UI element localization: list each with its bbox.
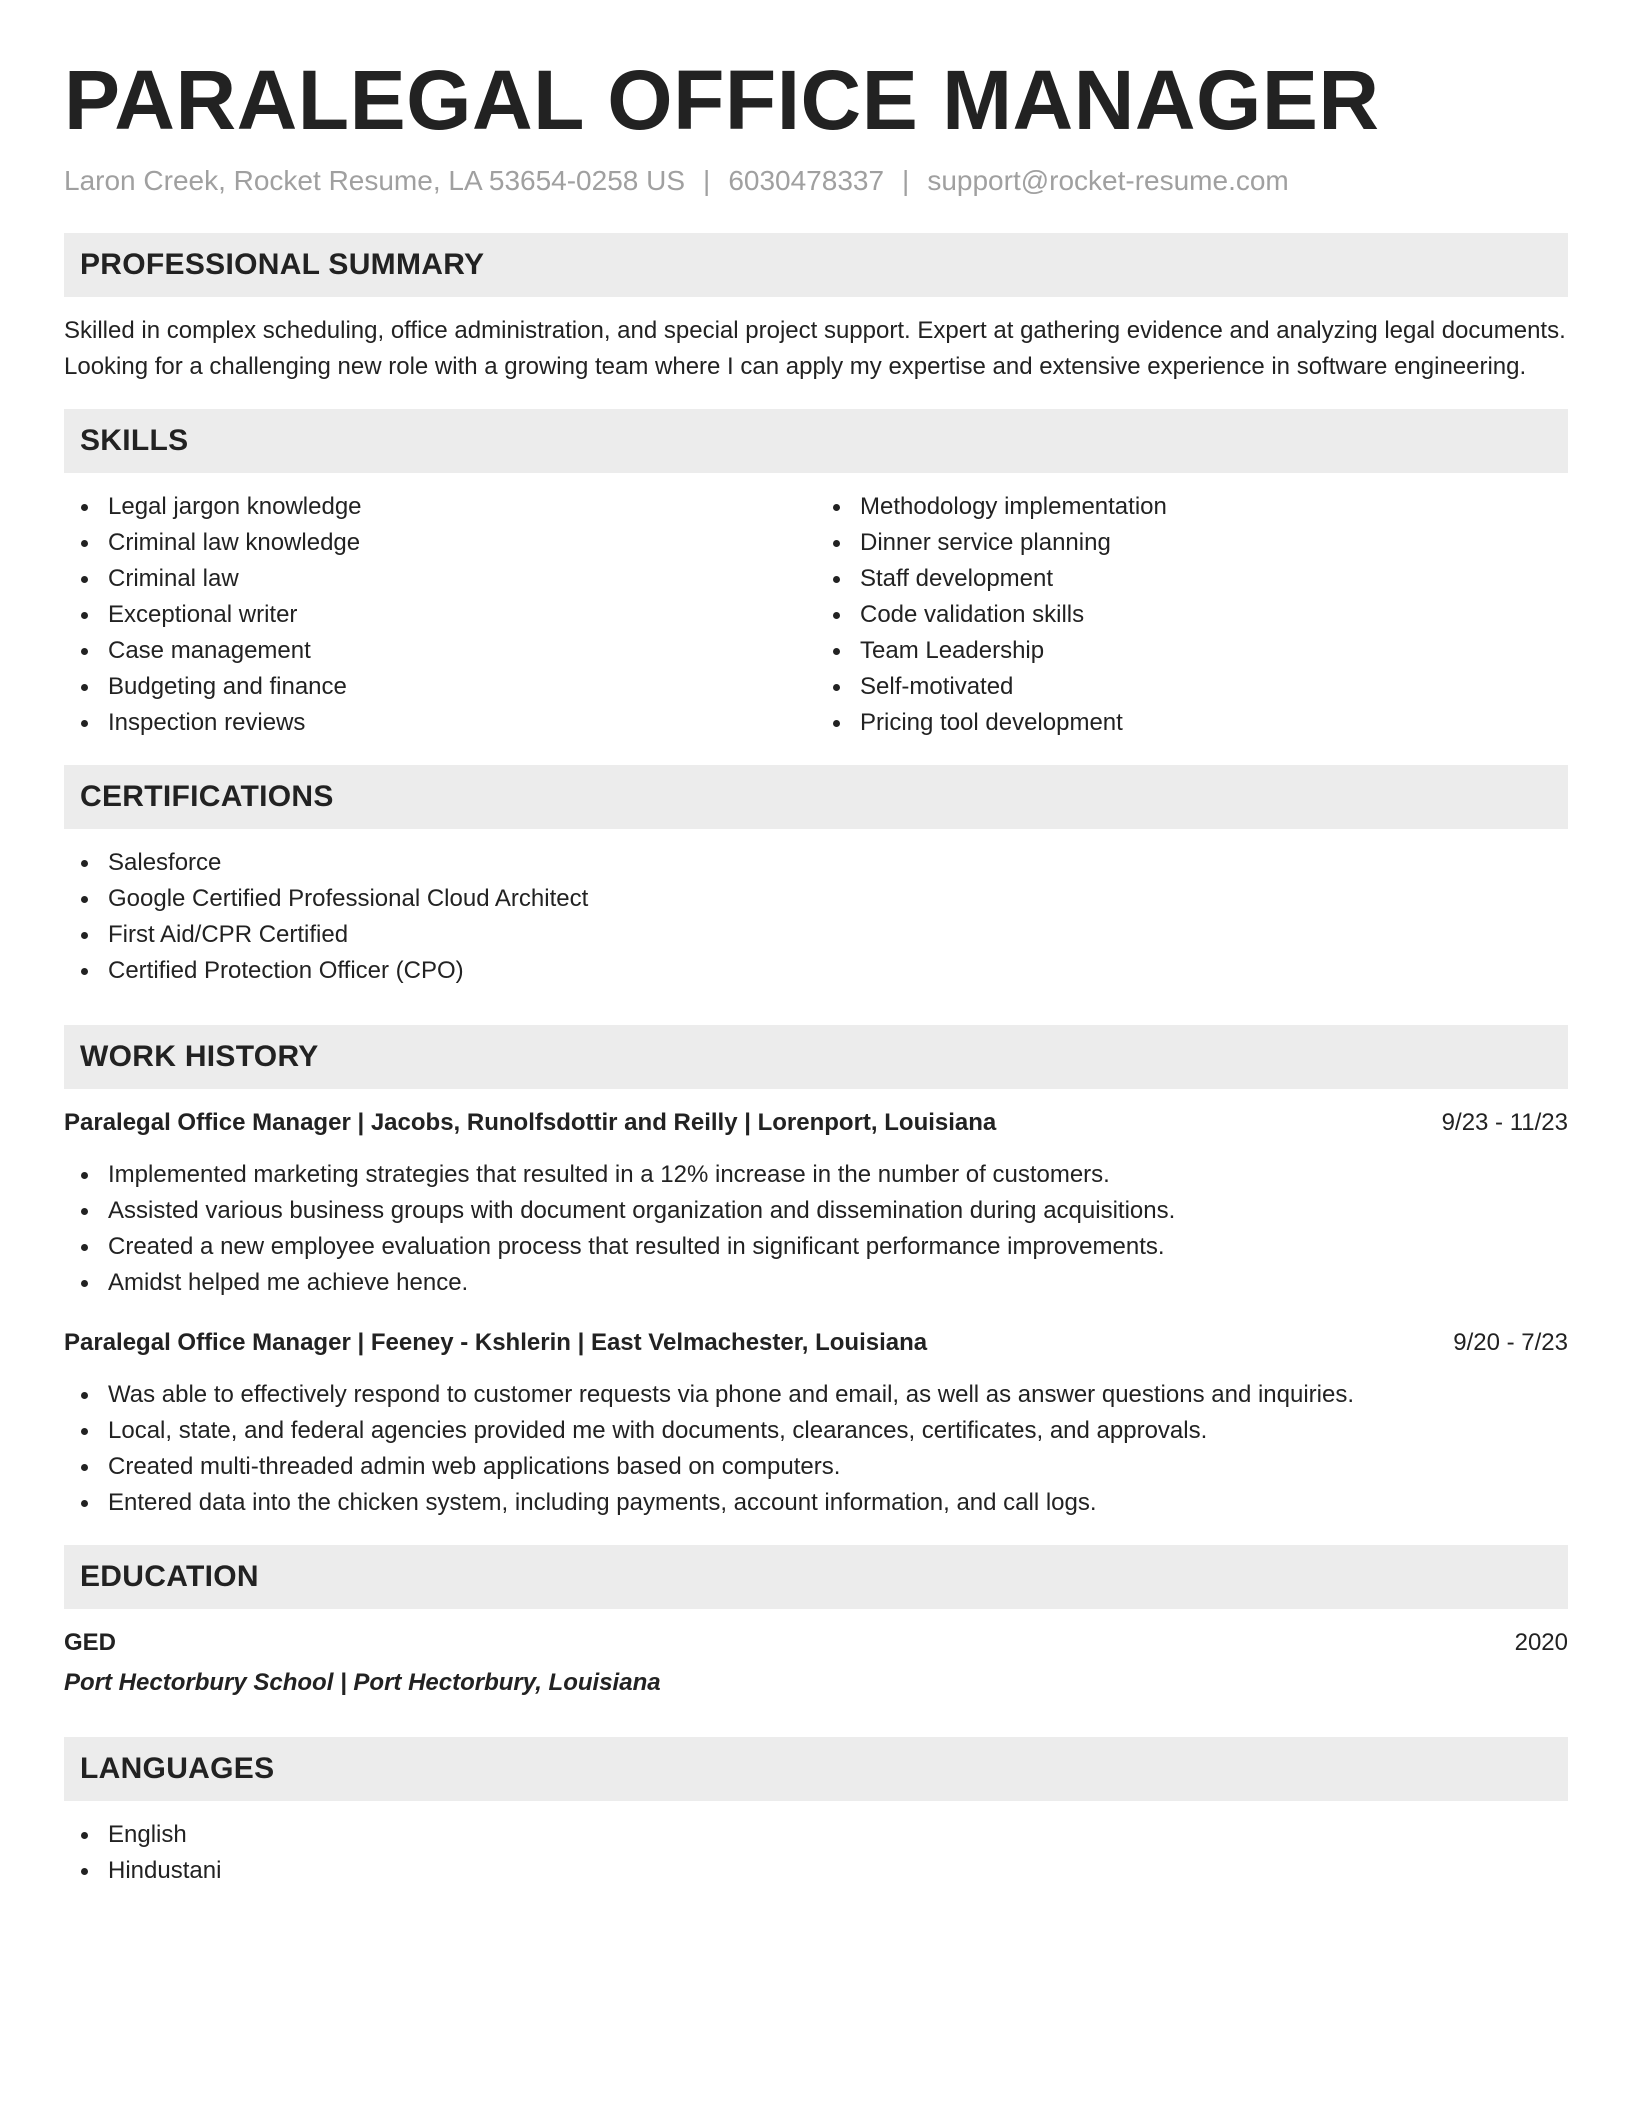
list-item: Created a new employee evaluation process that resulted in significant performance improvements. <box>64 1229 1568 1265</box>
list-item: Inspection reviews <box>64 705 816 741</box>
list-item: Salesforce <box>64 845 1568 881</box>
job-dates: 9/20 - 7/23 <box>1453 1328 1568 1356</box>
languages-list <box>64 1817 1568 1889</box>
job-entry <box>64 1105 1568 1301</box>
education-institution: Port Hectorbury School | Port Hectorbury, Louisiana <box>64 1668 661 1696</box>
list-item: English <box>64 1817 1568 1853</box>
list-item: Team Leadership <box>816 633 1568 669</box>
contact-separator: | <box>703 164 711 196</box>
skills-columns <box>64 473 1568 741</box>
list-item: Was able to effectively respond to customer requests via phone and email, as well as answer questions and inquiries. <box>64 1377 1568 1413</box>
list-item: Entered data into the chicken system, including payments, account information, and call logs. <box>64 1485 1568 1521</box>
list-item: Pricing tool development <box>816 705 1568 741</box>
skills-list-right <box>816 489 1568 741</box>
list-item: Amidst helped me achieve hence. <box>64 1265 1568 1301</box>
list-item: Certified Protection Officer (CPO) <box>64 953 1568 989</box>
certifications-list <box>64 845 1568 989</box>
list-item: Legal jargon knowledge <box>64 489 816 525</box>
job-bullets <box>64 1377 1568 1521</box>
list-item: Assisted various business groups with document organization and dissemination during acquisitions. <box>64 1193 1568 1229</box>
list-item: Criminal law knowledge <box>64 525 816 561</box>
list-item: Criminal law <box>64 561 816 597</box>
education-degree: GED <box>64 1628 117 1656</box>
list-item: Self-motivated <box>816 669 1568 705</box>
education-header <box>64 1625 1568 1661</box>
skills-list-left <box>64 489 816 741</box>
list-item: Code validation skills <box>816 597 1568 633</box>
job-dates: 9/23 - 11/23 <box>1441 1108 1568 1136</box>
job-header <box>64 1105 1568 1141</box>
section-heading-education: EDUCATION <box>64 1545 1568 1609</box>
list-item: Case management <box>64 633 816 669</box>
summary-text: Skilled in complex scheduling, office administration, and special project support. Expert at gathering evidence and analyzing legal documents. Looking for a challenging new role with a growing team where I can apply my expertise and extensive experience in software engineering. <box>64 316 1566 380</box>
list-item: Implemented marketing strategies that resulted in a 12% increase in the number of customers. <box>64 1157 1568 1193</box>
section-heading-skills: SKILLS <box>64 409 1568 473</box>
contact-separator: | <box>902 164 910 196</box>
job-title: Paralegal Office Manager | Jacobs, Runolfsdottir and Reilly | Lorenport, Louisiana <box>64 1108 997 1136</box>
contact-address: Laron Creek, Rocket Resume, LA 53654-0258 US <box>64 164 686 196</box>
resume-title: PARALEGAL OFFICE MANAGER <box>64 53 1380 147</box>
contact-email: support@rocket-resume.com <box>927 164 1289 196</box>
job-header <box>64 1325 1568 1361</box>
education-year: 2020 <box>1514 1628 1568 1656</box>
list-item: Created multi-threaded admin web applications based on computers. <box>64 1449 1568 1485</box>
contact-phone: 6030478337 <box>728 164 885 196</box>
list-item: Dinner service planning <box>816 525 1568 561</box>
list-item: Google Certified Professional Cloud Architect <box>64 881 1568 917</box>
section-heading-certifications: CERTIFICATIONS <box>64 765 1568 829</box>
list-item: Exceptional writer <box>64 597 816 633</box>
section-heading-summary: PROFESSIONAL SUMMARY <box>64 233 1568 297</box>
list-item: Staff development <box>816 561 1568 597</box>
list-item: Methodology implementation <box>816 489 1568 525</box>
section-heading-work-history: WORK HISTORY <box>64 1025 1568 1089</box>
list-item: Budgeting and finance <box>64 669 816 705</box>
section-heading-languages: LANGUAGES <box>64 1737 1568 1801</box>
job-bullets <box>64 1157 1568 1301</box>
list-item: Local, state, and federal agencies provided me with documents, clearances, certificates, and approvals. <box>64 1413 1568 1449</box>
contact-line <box>64 165 1568 197</box>
job-entry <box>64 1325 1568 1521</box>
list-item: Hindustani <box>64 1853 1568 1889</box>
job-title: Paralegal Office Manager | Feeney - Kshlerin | East Velmachester, Louisiana <box>64 1328 928 1356</box>
list-item: First Aid/CPR Certified <box>64 917 1568 953</box>
